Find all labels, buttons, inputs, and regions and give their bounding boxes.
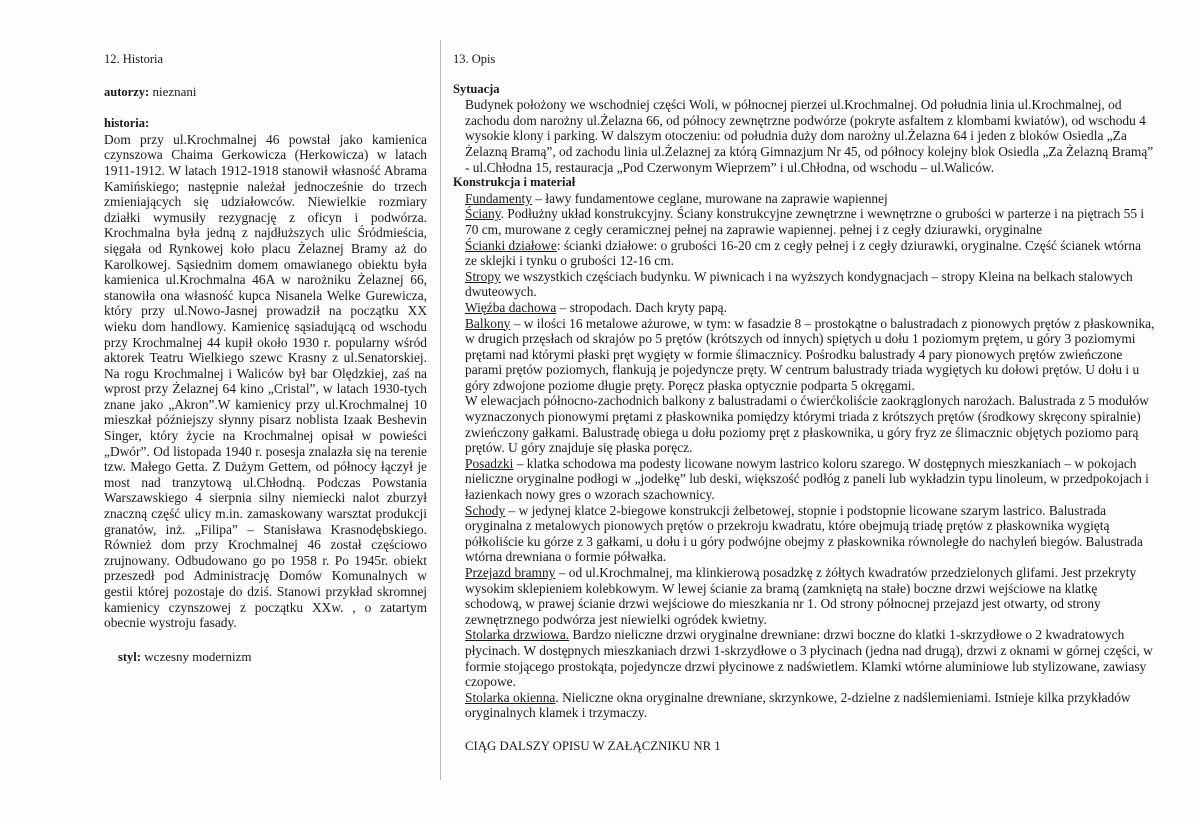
sytuacja-label: Sytuacja xyxy=(453,81,500,96)
entry-term: Schody xyxy=(465,502,506,518)
entry-text: Bardzo nieliczne drzwi oryginalne drewniane: drzwi boczne do klatki 1-skrzydłowe o 2 kwadratowych płycinach. W dostępnych mieszkaniach drzwi 1-skrzydłowe o 3 płycinach (jedna nad drugą), drzwi z oknami w górnej części, w formie stojącego prostokąta, pojedyncze drzwi płycinowe z nadświetlem. Klamki wtórne aluminiowe lub stylizowane, zawiasy czopowe. xyxy=(465,627,1153,690)
entry-text: W elewacjach północno-zachodnich balkony z balustradami o ćwierćkoliście zaokrąglonych narożach. Balustrada z 5 modułów wyznaczonych pionowymi prętami z płaskownika pomiędzy którymi triada z krótszych prętów (środkowy skręcony spiralnie) zwieńczony gałkami. Balustradę obiega u dołu poziomy pręt z płaskownika, u góry fryz ze ślimacznic objętych poziomo parą prętów. U góry znajduje się płaska poręcz. xyxy=(465,393,1149,456)
entry-term: Stolarka okienna xyxy=(465,689,556,705)
entry-term: Ściany xyxy=(465,206,501,222)
entry-schody xyxy=(453,503,1155,565)
entry-text: : ścianki działowe: o grubości 16-20 cm z cegły pełnej i z cegły dziurawki, oryginalne. Część ścianek wtórna ze sklejki i tynku o grubości 12-16 cm. xyxy=(465,237,1142,269)
entry-text: – stropodach. Dach kryty papą. xyxy=(556,299,727,315)
entry-balkony xyxy=(453,316,1155,394)
construction-entries xyxy=(453,191,1155,721)
entry-term: Stropy xyxy=(465,268,501,284)
entry-sciany xyxy=(453,206,1155,237)
entry-text: – ławy fundamentowe ceglane, murowane na zaprawie wapiennej xyxy=(531,190,888,206)
section-heading-opis: 13. Opis xyxy=(453,52,496,66)
entry-wiezba-dachowa xyxy=(453,300,1155,316)
entry-text: . Podłużny układ konstrukcyjny. Ściany konstrukcyjne zewnętrzne i wewnętrzne o grubości w parterze i na piętrach 55 i 70 cm, murowane z cegły ceramicznej pełnej na zaprawie wapiennej. pełnej i z cegły dziurawki, oryginalne xyxy=(465,206,1145,237)
entry-term: Ścianki działowe xyxy=(465,237,557,253)
entry-fundamenty xyxy=(453,191,1155,207)
entry-term: Balkony xyxy=(465,315,511,331)
entry-text: – od ul.Krochmalnej, ma klinkierową posadzkę z żółtych kwadratów przedzielonych glifami. Jest przekryty wysokim sklepieniem kolebkowym. W lewej ścianie za bramą (zamkniętą na stałe) boczne drzwi wejściowe na klatkę schodową, w prawej ścianie drzwi wejściowe do mieszkania nr 1. Od strony północnej przejazd jest otwarty, od strony zewnętrznego podwórza jest niewielki ogródek kwietny. xyxy=(465,565,1137,627)
entry-posadzki xyxy=(453,456,1155,503)
authors-value: nieznani xyxy=(152,83,197,99)
entry-stolarka-okienna xyxy=(453,690,1155,721)
entry-term: Przejazd bramny xyxy=(465,565,556,580)
entry-text: – w jedynej klatce 2-biegowe konstrukcji żelbetowej, stopnie i podstopnie licowane szarym lastrico. Balustrada oryginalna z metalowych pionowych prętów o przekroju kwadratu, które obejmują triadę prętów z płaskownika wygiętą półkoliście ku górze z 3 gałkami, u dołu i u góry podwójne obejmy z płaskownika równoległe do nachyleń biegów. Balustrada wtórna drewniana o formie półwałka. xyxy=(465,502,1143,565)
column-divider xyxy=(440,40,441,780)
entry-text: – klatka schodowa ma podesty licowane nowym lastrico koloru szarego. W dostępnych mieszkaniach – w pokojach nieliczne oryginalne podłogi w „jodełkę” lub deski, większość podłóg z paneli lub wykładzin typu linoleum, w przedpokojach i łazienkach nowy gres o wzorach szachownicy. xyxy=(465,455,1149,503)
entry-stropy xyxy=(453,269,1155,300)
continuation-note: CIĄG DALSZY OPISU W ZAŁĄCZNIKU NR 1 xyxy=(465,738,721,753)
konstrukcja-label: Konstrukcja i materiał xyxy=(453,175,576,190)
style-value: wczesny modernizm xyxy=(144,648,252,664)
entry-term: Fundamenty xyxy=(465,190,532,206)
entry-scianki-dzialowe xyxy=(453,238,1155,269)
historia-label: historia: xyxy=(104,116,150,131)
entry-term: Posadzki xyxy=(465,455,514,471)
entry-term: Więźba dachowa xyxy=(465,299,557,315)
entry-przejazd-bramny xyxy=(453,565,1155,627)
entry-text: . Nieliczne okna oryginalne drewniane, skrzynkowe, 2-dzielne z nadślemieniami. Istnieje kilka przykładów oryginalnych klamek i trzymaczy. xyxy=(465,689,1131,721)
right-column xyxy=(453,52,1155,755)
authors-line xyxy=(104,84,427,101)
section-heading-historia: 12. Historia xyxy=(104,52,164,66)
sytuacja-text: Budynek położony we wschodniej części Woli, w północnej pierzei ul.Krochmalnej. Od południa linia ul.Krochmalnej, od zachodu dom narożny ul.Żelazna 66, od północy zewnętrzne podwórze (pokryte asfaltem z klombami kwiatów), od wschodu 4 wysokie klony i parking. W dalszym otoczeniu: od południa duży dom narożny ul.Żelazna 64 i jeden z bloków Osiedla „Za Żelazną Bramą”, od zachodu linia ul.Żelaznej za którą Gimnazjum Nr 45, od północy kolejny blok Osiedla „Za Żelazną Bramą” - ul.Chłodna 15, restauracja „Pod Czerwonym Wieprzem” i ul.Chłodna, od wschodu – ul.Waliców. xyxy=(465,97,1154,175)
entry-term: Stolarka drzwiowa. xyxy=(465,627,570,643)
entry-stolarka-drzwiowa xyxy=(453,627,1155,689)
style-label: styl: xyxy=(118,649,141,664)
style-line xyxy=(104,649,427,666)
entry-text: we wszystkich częściach budynku. W piwnicach i na wyższych kondygnacjach – stropy Kleina na belkach stalowych dwuteowych. xyxy=(465,268,1133,300)
left-column xyxy=(104,52,427,665)
entry-continuation-6 xyxy=(453,393,1155,455)
authors-label: autorzy: xyxy=(104,84,150,99)
historia-text: Dom przy ul.Krochmalnej 46 powstał jako kamienica czynszowa Chaima Gerkowicza (Herkowicza) w latach 1911-1912. W latach 1912-1918 stanowił własność Abrama Kamińskiego; następnie należał jednocześnie do trzech zmieniających się udziałowców. Niewielkie rozmiary działki wymusiły rezygnację z oficyn i podwórza. Krochmalna była jedną z najdłuższych ulic Śródmieścia, sięgała od Rynkowej koło placu Żelaznej Bramy aż do Karolkowej. Sąsiednim domem omawianego obiektu była kamienica ul.Krochmalna 46A w narożniku Żelaznej 66, stanowiła ona własność kupca Nisanela Welke Gurewicza, który przy ul.Nowo-Jasnej prowadził na początku XX wieku dom handlowy. Kamienicę sąsiadującą od wschodu przy Krochmalnej 44 kupił około 1930 r. popularny wśród aktorek Teatru Wielkiego szewc Krasny z ul.Senatorskiej. Na rogu Krochmalnej i Waliców był bar Olędzkiej, zaś na wprost przy Żelaznej 64 kino „Cristal”, w latach 1930-tych znane jako „Akron”.W kamienicy przy ul.Krochmalnej 10 mieszkał późniejszy słynny pisarz noblista Izaak Beshevin Singer, który życie na Krochmalnej opisał w powieści „Dwór”. Od listopada 1940 r. posesja znalazła się na terenie tzw. Małego Getta. Z Dużym Gettem, od północy łączył je most nad tranzytową ul.Chłodną. Podczas Powstania Warszawskiego 4 sierpnia silny niemiecki nalot zburzył znaczną część ulicy m.in. zamaskowany warsztat produkcji granatów, inż. „Filipa” – Stanisława Krasnodębskiego. Również dom przy Krochmalnej 46 został częściowo zrujnowany. Odbudowano go po 1958 r. Po 1945r. obiekt przeszedł pod Administrację Domów Komunalnych w gestii której pozostaje do dziś. Stanowi przykład skromnej kamienicy czynszowej z początku XXw. , o zatartym obecnie wystroju fasady. xyxy=(104,131,427,631)
entry-text: – w ilości 16 metalowe ażurowe, w tym: w fasadzie 8 – prostokątne o balustradach z pionowych prętów z płaskownika, w drugich przęsłach od skrajów po 5 prętów (krótszych od innych) spiętych u dołu 1 poziomym prętem, u góry 3 poziomymi prętami nad którymi płaski pręt wygięty w formie ślimacznicy. Pośrodku balustrady 4 pary pionowych prętów zwieńczone parami prętów poziomych, flankują je pojedyncze pręty. W centrum balustrady triada wygiętych ku dołowi prętów. U dołu i u góry zdwojone poziome długie pręty. Poręcz płaska optycznie podparta 5 okręgami. xyxy=(465,315,1155,393)
